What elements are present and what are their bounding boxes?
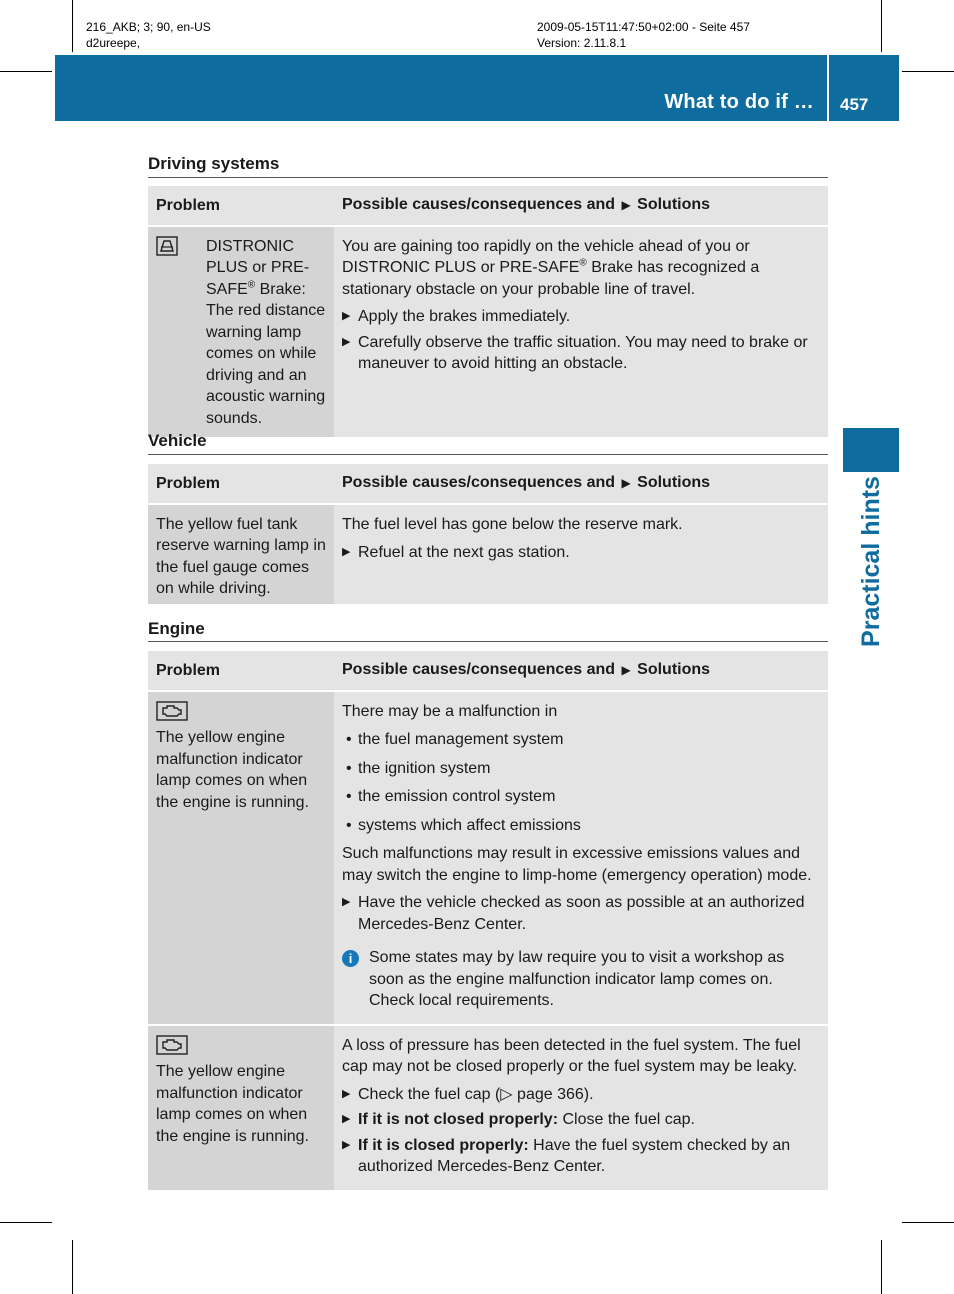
column-header-text: Possible causes/consequences and <box>342 474 616 491</box>
step-text: Check the fuel cap ( <box>358 1085 501 1103</box>
list-item <box>342 815 820 837</box>
column-header-text: Solutions <box>637 196 711 213</box>
column-header-problem: Problem <box>148 464 334 504</box>
info-note <box>342 947 820 1012</box>
step-arrow-icon: ▶ <box>342 546 351 558</box>
action-step <box>342 1084 820 1106</box>
action-step <box>342 1109 820 1131</box>
table-header-row <box>148 186 828 226</box>
bullet-text: systems which affect emissions <box>358 816 581 834</box>
section-rule <box>148 177 828 178</box>
problem-text: Brake: The red distance warning lamp comes on while driving and an acoustic warning sounds. <box>206 280 326 427</box>
column-header-problem: Problem <box>148 651 334 691</box>
action-step <box>342 542 820 564</box>
step-text: Apply the brakes immediately. <box>358 308 571 325</box>
page-number: 457 <box>840 95 869 114</box>
list-item <box>342 729 820 751</box>
crop-mark <box>881 1240 882 1294</box>
distance-warning-icon <box>156 236 206 430</box>
cause-text: Brake has recognized a stationary obstacle on your probable line of travel. <box>342 259 760 298</box>
problem-text: The yellow engine malfunction indicator lamp comes on when the engine is running. <box>156 729 309 811</box>
vehicle-table <box>148 464 828 604</box>
solution-cell <box>334 504 828 604</box>
engine-check-icon <box>156 1035 186 1055</box>
step-arrow-icon: ▶ <box>342 310 351 322</box>
section-rule <box>148 641 828 642</box>
arrow-icon: ▶ <box>621 663 631 677</box>
bullet-text: the fuel management system <box>358 731 564 748</box>
list-item <box>342 758 820 780</box>
step-text: Refuel at the next gas station. <box>358 544 570 561</box>
cause-text: There may be a malfunction in <box>342 702 558 720</box>
action-step <box>342 306 820 328</box>
bullet-text: the emission control system <box>358 788 556 805</box>
problem-cell <box>148 226 334 438</box>
column-header-text: Possible causes/consequences and <box>342 196 616 213</box>
engine-check-icon <box>156 701 186 721</box>
table-header-row <box>148 464 828 504</box>
step-text: Carefully observe the traffic situation. You may need to brake or maneuver to avoid hitting an obstacle. <box>358 333 808 372</box>
crop-mark <box>0 1222 52 1223</box>
action-step <box>342 332 820 375</box>
info-icon: i <box>342 950 359 967</box>
driving-systems-table <box>148 186 828 437</box>
solution-cell <box>334 226 828 438</box>
problem-cell <box>148 1025 334 1190</box>
step-text: Close the fuel cap. <box>558 1111 695 1128</box>
table-header-row <box>148 651 828 691</box>
side-tab-label: Practical hints <box>856 475 885 647</box>
step-text: Have the fuel system checked by an authorized Mercedes-Benz Center. <box>358 1136 791 1175</box>
step-condition: If it is closed properly: <box>358 1136 529 1154</box>
problem-cell <box>148 691 334 1025</box>
section-title-vehicle: Vehicle <box>148 431 207 450</box>
section-rule <box>148 454 828 455</box>
table-row <box>148 691 828 1025</box>
step-arrow-icon: ▶ <box>342 335 351 348</box>
column-header-solutions <box>334 186 828 226</box>
table-row <box>148 226 828 438</box>
meta-line: 2009-05-15T11:47:50+02:00 - Seite 457 <box>537 20 750 34</box>
print-meta-left <box>86 19 211 51</box>
crop-mark <box>72 0 73 52</box>
page-ref-link[interactable]: page 366). <box>512 1085 594 1103</box>
column-header-text: Possible causes/consequences and <box>342 661 616 678</box>
action-step <box>342 892 820 935</box>
registered-mark: ® <box>579 257 587 269</box>
paragraph: Such malfunctions may result in excessive emissions values and may switch the engine to limp-home (emergency operation) mode. <box>342 845 812 884</box>
bullet-icon: • <box>346 759 352 777</box>
side-tab <box>843 476 899 646</box>
problem-text: DISTRONIC PLUS or PRE-SAFE <box>206 237 310 298</box>
meta-line: 216_AKB; 3; 90, en-US <box>86 20 211 34</box>
step-arrow-icon: ▶ <box>342 1138 351 1151</box>
column-header-solutions <box>334 651 828 691</box>
column-header-text: Solutions <box>637 474 711 491</box>
meta-line: Version: 2.11.8.1 <box>537 36 627 50</box>
bullet-icon: • <box>346 731 352 748</box>
arrow-icon: ▶ <box>621 198 631 212</box>
bullet-icon: • <box>346 788 352 805</box>
meta-line: d2ureepe, <box>86 36 141 50</box>
step-text: Have the vehicle checked as soon as possible at an authorized Mercedes-Benz Center. <box>358 894 805 933</box>
step-arrow-icon: ▶ <box>342 1113 351 1125</box>
step-condition: If it is not closed properly: <box>358 1111 559 1128</box>
list-item <box>342 786 820 808</box>
engine-table <box>148 651 828 1190</box>
crop-mark <box>902 1222 954 1223</box>
table-row <box>148 1025 828 1190</box>
cause-text: The fuel level has gone below the reserve mark. <box>342 515 683 533</box>
solution-cell <box>334 1025 828 1190</box>
section-title-driving-systems: Driving systems <box>148 154 280 173</box>
bullet-icon: • <box>346 816 352 834</box>
action-step <box>342 1135 820 1178</box>
page-title: What to do if … <box>664 91 814 113</box>
arrow-icon: ▶ <box>621 476 631 490</box>
cause-text: You are gaining too rapidly on the vehicle ahead of you or DISTRONIC PLUS or PRE-SAFE <box>342 237 750 276</box>
crop-mark <box>881 0 882 52</box>
step-arrow-icon: ▶ <box>342 1087 351 1100</box>
crop-mark <box>902 71 954 72</box>
info-text: Some states may by law require you to visit a workshop as soon as the engine malfunction indicator lamp comes on. Check local requirements. <box>369 949 785 1009</box>
crop-mark <box>0 71 52 72</box>
header-divider <box>827 55 829 121</box>
page-ref-icon: ▷ <box>500 1085 513 1103</box>
crop-mark <box>72 1240 73 1294</box>
column-header-solutions <box>334 464 828 504</box>
solution-cell <box>334 691 828 1025</box>
section-title-engine: Engine <box>148 619 205 638</box>
cause-text: A loss of pressure has been detected in the fuel system. The fuel cap may not be closed properly or the fuel system may be leaky. <box>342 1036 801 1075</box>
table-row <box>148 504 828 604</box>
column-header-text: Solutions <box>637 661 711 678</box>
problem-cell: The yellow fuel tank reserve warning lamp in the fuel gauge comes on while driving. <box>148 504 334 604</box>
bullet-text: the ignition system <box>358 759 491 777</box>
registered-mark: ® <box>247 279 256 291</box>
column-header-problem: Problem <box>148 186 334 226</box>
print-meta-right <box>537 19 750 51</box>
step-arrow-icon: ▶ <box>342 896 351 908</box>
side-tab-marker <box>843 428 899 472</box>
problem-text: The yellow engine malfunction indicator lamp comes on when the engine is running. <box>156 1063 309 1145</box>
